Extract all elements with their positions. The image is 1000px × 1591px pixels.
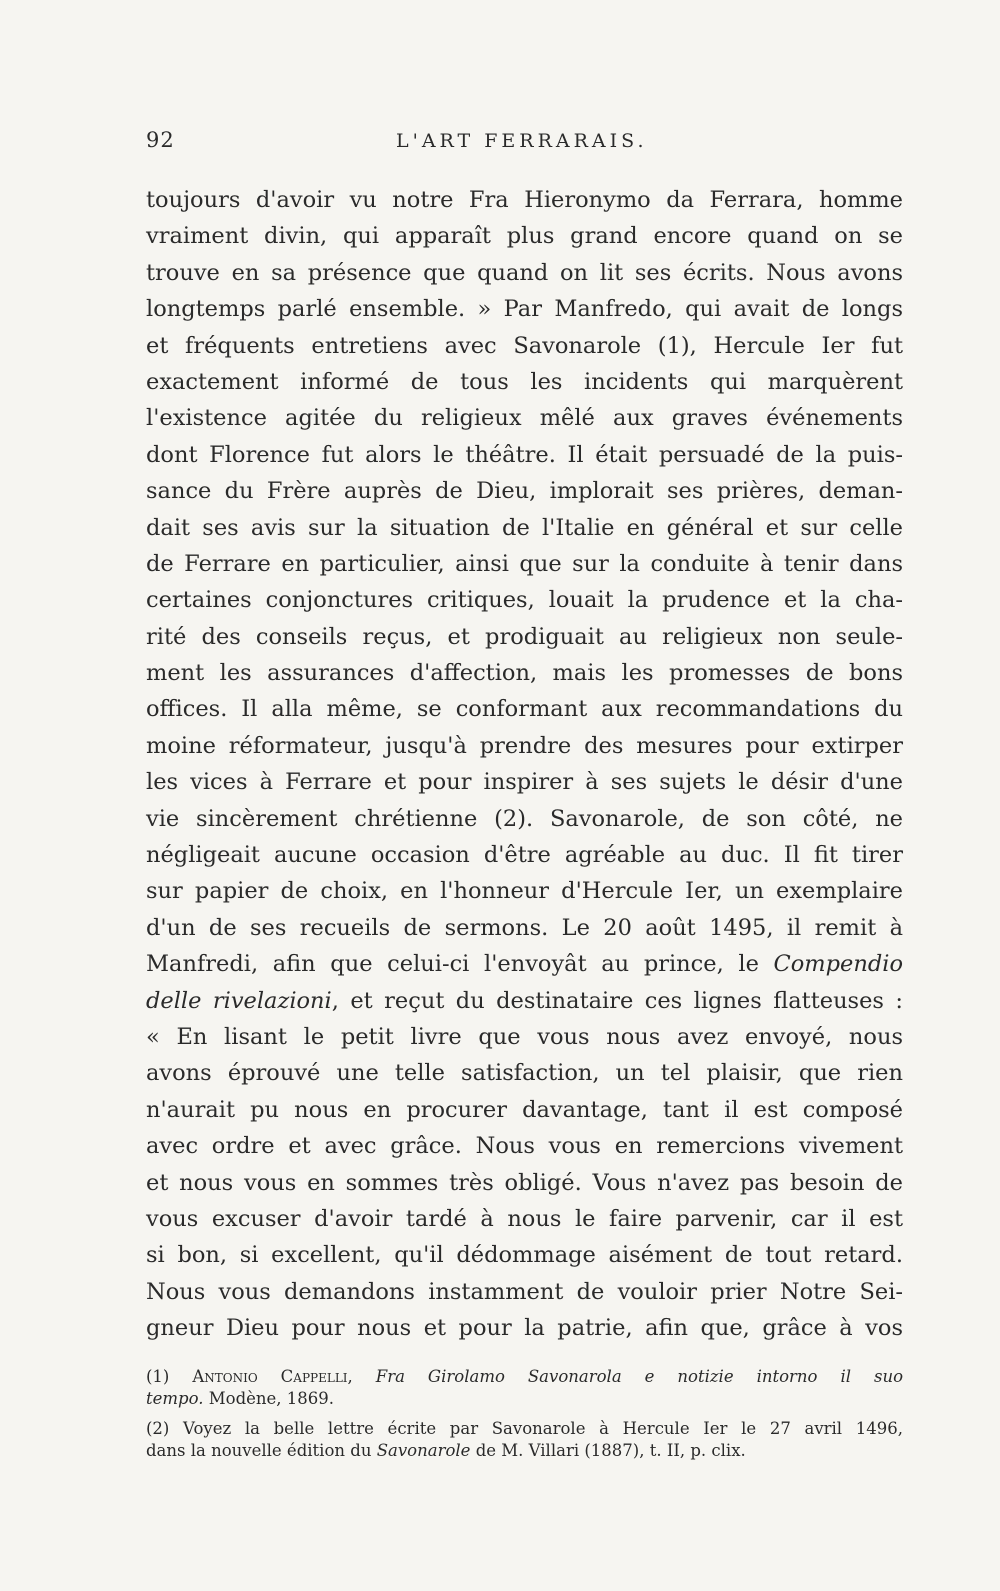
footnote-1-author: Antonio Cappelli, bbox=[192, 1367, 353, 1386]
text-line: vraiment divin, qui apparaît plus grand encore quand on se bbox=[146, 223, 903, 250]
text-line: vie sincèrement chrétienne (2). Savonarole, de son côté, ne bbox=[146, 805, 903, 832]
footnote-1-title: Fra Girolamo Savonarola e notizie intorno il suo bbox=[375, 1367, 904, 1386]
text-line: moine réformateur, jusqu'à prendre des mesures pour extirper bbox=[146, 732, 903, 759]
text-line: delle rivelazioni, et reçut du destinataire ces lignes flatteuses : bbox=[146, 987, 903, 1014]
text-line: de Ferrare en particulier, ainsi que sur la conduite à tenir dans bbox=[146, 550, 903, 577]
text-line: Nous vous demandons instamment de vouloir prier Notre Sei- bbox=[146, 1278, 903, 1305]
text-line: d'un de ses recueils de sermons. Le 20 août 1495, il remit à bbox=[146, 914, 903, 941]
text-line: exactement informé de tous les incidents qui marquèrent bbox=[146, 368, 903, 395]
footnote-2-title: Savonarole bbox=[376, 1441, 471, 1460]
footnote-2-text-cont: dans la nouvelle édition du bbox=[146, 1441, 372, 1460]
text-line: gneur Dieu pour nous et pour la patrie, afin que, grâce à vos bbox=[146, 1315, 903, 1342]
text-line: certaines conjonctures critiques, louait la prudence et la cha- bbox=[146, 587, 903, 614]
text-line: les vices à Ferrare et pour inspirer à ses sujets le désir d'une bbox=[146, 769, 903, 796]
footnote-1-mark: (1) bbox=[146, 1367, 170, 1386]
text-line: vous excuser d'avoir tardé à nous le faire parvenir, car il est bbox=[146, 1205, 903, 1232]
footnotes bbox=[146, 1366, 903, 1470]
footnote-1-title-end: tempo. bbox=[146, 1389, 204, 1408]
text-line: rité des conseils reçus, et prodiguait au religieux non seule- bbox=[146, 623, 903, 650]
text-line: n'aurait pu nous en procurer davantage, tant il est composé bbox=[146, 1096, 903, 1123]
footnote-2-mark: (2) bbox=[146, 1419, 170, 1438]
footnote-1 bbox=[146, 1366, 903, 1410]
running-title: L'ART FERRARAIS. bbox=[396, 130, 648, 152]
footnote-2 bbox=[146, 1418, 903, 1462]
text-line: toujours d'avoir vu notre Fra Hieronymo da Ferrara, homme bbox=[146, 187, 903, 213]
text-line: dont Florence fut alors le théâtre. Il était persuadé de la puis- bbox=[146, 441, 903, 468]
text-line: sance du Frère auprès de Dieu, implorait ses prières, deman- bbox=[146, 478, 903, 505]
text-line: et nous vous en sommes très obligé. Vous n'avez pas besoin de bbox=[146, 1169, 903, 1196]
footnote-2-reference: de M. Villari (1887), t. II, p. clix. bbox=[475, 1441, 746, 1460]
text-line: négligeait aucune occasion d'être agréable au duc. Il fit tirer bbox=[146, 842, 903, 869]
page-header bbox=[146, 128, 906, 164]
footnote-1-publication: Modène, 1869. bbox=[208, 1389, 335, 1408]
text-line: dait ses avis sur la situation de l'Italie en général et sur celle bbox=[146, 514, 903, 541]
text-line: ment les assurances d'affection, mais les promesses de bons bbox=[146, 660, 903, 687]
main-text bbox=[146, 182, 903, 1347]
text-line: et fréquents entretiens avec Savonarole (1), Hercule Ier fut bbox=[146, 332, 903, 359]
text-line: avons éprouvé une telle satisfaction, un tel plaisir, que rien bbox=[146, 1060, 903, 1087]
text-line: l'existence agitée du religieux mêlé aux graves événements bbox=[146, 405, 903, 432]
text-line: offices. Il alla même, se conformant aux recommandations du bbox=[146, 696, 903, 723]
footnote-2-text: Voyez la belle lettre écrite par Savonarole à Hercule Ier le 27 avril 1496, bbox=[183, 1419, 903, 1438]
text-line: avec ordre et avec grâce. Nous vous en remercions vivement bbox=[146, 1133, 903, 1160]
text-line: sur papier de choix, en l'honneur d'Hercule Ier, un exemplaire bbox=[146, 878, 903, 905]
text-line: trouve en sa présence que quand on lit ses écrits. Nous avons bbox=[146, 259, 903, 286]
page-number: 92 bbox=[146, 128, 175, 152]
text-line: si bon, si excellent, qu'il dédommage aisément de tout retard. bbox=[146, 1242, 903, 1269]
text-line: Manfredi, afin que celui-ci l'envoyât au prince, le Compendio bbox=[146, 951, 903, 978]
text-line: « En lisant le petit livre que vous nous avez envoyé, nous bbox=[146, 1023, 903, 1050]
text-line: longtemps parlé ensemble. » Par Manfredo, qui avait de longs bbox=[146, 296, 903, 323]
